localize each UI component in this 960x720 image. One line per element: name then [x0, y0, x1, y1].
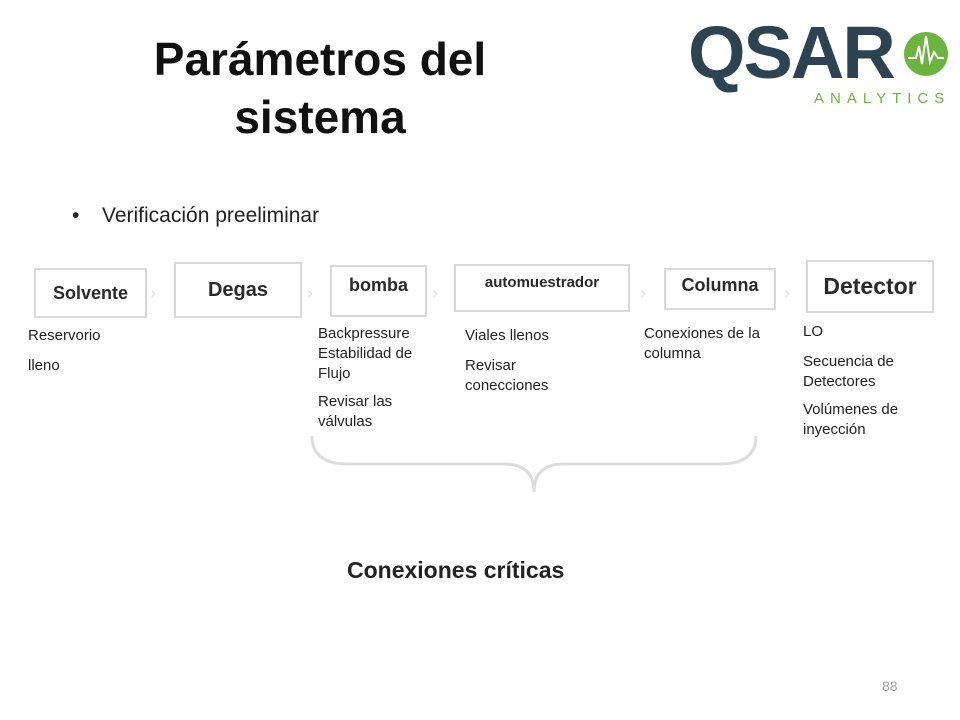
note-bomba — [318, 324, 440, 432]
note-line: Secuencia de Detectores — [803, 353, 894, 390]
logo-sub: ANALYTICS — [814, 90, 951, 107]
box-solvente — [34, 268, 147, 318]
note-line: Volúmenes de inyección — [803, 401, 899, 438]
box-degas-label: Degas — [207, 278, 269, 301]
box-bomba — [330, 265, 427, 317]
box-columna — [664, 268, 776, 310]
box-solvente-label: Solvente — [52, 282, 129, 303]
bullet-dot: • — [72, 204, 80, 227]
page-number: 88 — [882, 678, 898, 694]
box-degas — [174, 262, 302, 318]
page-title — [130, 30, 510, 146]
box-automuestrador-label: automuestrador — [484, 274, 600, 291]
arrow-icon: › — [150, 283, 156, 303]
box-detector-label: Detector — [823, 273, 917, 299]
note-line: LO — [803, 323, 824, 340]
critical-connections-label: Conexiones críticas — [347, 557, 565, 583]
note-line: Revisar las válvulas — [318, 393, 393, 430]
qsar-analytics-logo — [686, 6, 952, 116]
note-detector — [803, 322, 933, 440]
box-detector — [806, 260, 934, 313]
curly-brace-icon — [308, 434, 760, 494]
logo-word: QSAR — [688, 11, 894, 94]
note-line: Backpressure Estabilidad de Flujo — [318, 325, 413, 382]
note-automuestrador — [465, 326, 577, 396]
box-automuestrador — [454, 264, 630, 312]
note-line: Viales llenos — [465, 327, 549, 344]
arrow-icon: › — [432, 283, 438, 303]
arrow-icon: › — [307, 283, 313, 303]
note-line: Conexiones de la columna — [644, 325, 760, 362]
arrow-icon: › — [640, 283, 646, 303]
box-bomba-label: bomba — [348, 275, 408, 295]
title-line-1: Parámetros del — [153, 33, 487, 85]
note-solvente — [28, 326, 138, 376]
arrow-icon: › — [784, 283, 790, 303]
bullet-text: Verificación preeliminar — [102, 204, 320, 227]
note-line: Revisar conecciones — [465, 357, 549, 394]
note-line: Reservorio — [28, 327, 101, 344]
bullet-item — [72, 204, 319, 228]
title-line-2: sistema — [234, 91, 406, 143]
box-columna-label: Columna — [681, 275, 759, 295]
note-line: lleno — [28, 357, 60, 374]
note-columna — [644, 324, 776, 364]
